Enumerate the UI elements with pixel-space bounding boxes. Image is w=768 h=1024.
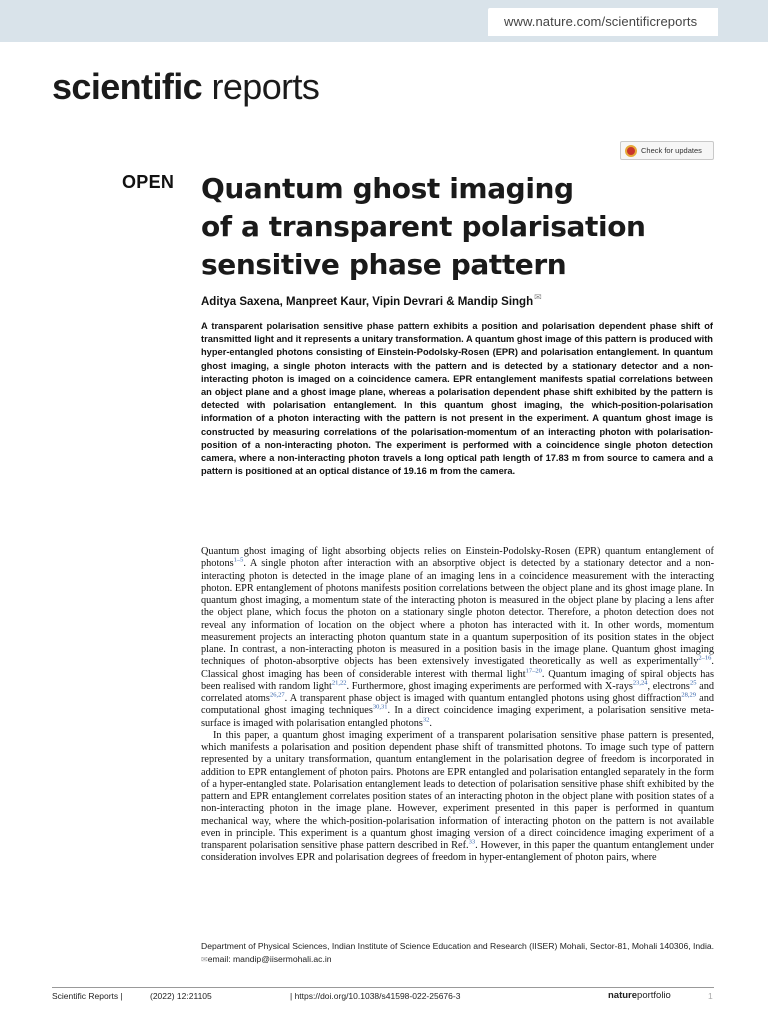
text-run: . Classical ghost imaging has been of considerable interest with thermal light [201,656,714,680]
text-run: , electrons [647,680,690,692]
article-title [201,170,671,284]
text-run: and correlated atoms [201,680,715,704]
journal-logo-light: reports [202,66,320,107]
affiliation-text: Department of Physical Sciences, Indian Institute of Science Education and Research (IISER) Mohali, Sector-81, Mohali 140306, India. [201,941,715,951]
text-run: . [429,717,432,729]
citation-ref[interactable]: 26,27 [269,691,285,699]
journal-logo[interactable] [52,66,319,108]
footer-journal: Scientific Reports | [52,991,123,1001]
citation-ref[interactable]: 25 [689,679,697,687]
crossmark-icon [625,145,637,157]
check-for-updates-label: Check for updates [641,146,702,155]
main-text [201,546,714,865]
citation-ref[interactable]: 17–20 [525,667,542,675]
citation-ref[interactable]: 23,24 [632,679,648,687]
check-for-updates-button[interactable] [620,141,714,160]
title-line: Quantum ghost imaging [201,172,574,205]
footer-citation: (2022) 12:21105 [150,991,212,1001]
email-link[interactable]: email: mandip@iisermohali.ac.in [207,954,332,964]
footer-doi-link[interactable]: | https://doi.org/10.1038/s41598-022-25676-3 [290,991,461,1001]
text-run: In this paper, a quantum ghost imaging experiment of a transparent polarisation sensitive phase pattern is presented, which manifests a polarisation and position dependent phase shift of transmitted photons. To image such type of pattern represented by a unitary transformation, quantum entanglement in the polarisation degree of freedom is incorporated in addition to EPR entanglement of photon pairs. Photons are EPR entangled and polarisation entangled separately in the form of a hyper-entangled state. Polarisation entanglement leads to detection of polarisation sensitive phase shift exhibited by the pattern and EPR entanglement correlates position states of an interacting photon in the object plane with position states of a non-interacting photon in the image plane. However, experiment presented in this paper is performed in quantum mechanical way, where the which-position-polarisation information of interacting photon on the pattern is not available even in principle. This experiment is a quantum ghost imaging version of a direct coincidence imaging experiment of a transparent polarisation sensitive phase pattern described in Ref. [201,729,714,851]
citation-ref[interactable]: 30,31 [372,703,388,711]
journal-logo-bold: scientific [52,66,203,107]
envelope-icon[interactable]: ✉ [534,292,542,302]
text-run: Quantum ghost imaging of light absorbing objects relies on Einstein-Podolsky-Rosen (EPR) quantum entanglement of photons [201,546,714,570]
citation-ref[interactable]: 21,22 [331,679,347,687]
citation-ref[interactable]: 2–16 [698,654,712,662]
publisher-logo-light: portfolio [637,990,671,1001]
text-run: . In a direct coincidence imaging experiment, a polarisation sensitive meta-surface is imaged with polarisation entangled photons [201,705,714,729]
authors-text[interactable]: Aditya Saxena, Manpreet Kaur, Vipin Devrari & Mandip Singh [201,295,534,308]
text-run: . Furthermore, ghost imaging experiments are performed with X-rays [346,680,633,692]
title-line: sensitive phase pattern [201,248,567,281]
open-access-badge: OPEN [122,172,175,192]
publisher-logo-bold: nature [608,990,638,1001]
text-run: . Quantum imaging of spiral objects has been realised with random light [201,668,714,692]
paragraph-1 [201,546,714,730]
citation-ref[interactable]: 1–5 [233,556,244,564]
affiliation-note [201,940,719,966]
site-url-link[interactable]: www.nature.com/scientificreports [504,14,698,29]
page-number: 1 [708,991,713,1001]
abstract: A transparent polarisation sensitive phase pattern exhibits a position and polarisation dependent phase shift of transmitted light and it represents a unitary transformation. A quantum ghost image of this pattern is produced with hyper-entangled photons consisting of Einstein-Podolsky-Rosen (EPR) and polarisation entanglement. In quantum ghost imaging, a single photon interacts with the pattern and is detected by a stationary detector and a non-interacting photon is imaged on a coincidence camera. EPR entanglement manifests spatial correlations between an object plane and a ghost image plane, whereas a polarisation dependent phase shift exhibited by the pattern is detected with polarisation entanglement. In this quantum ghost imaging, the which-position-polarisation information of a photon interacting with the pattern is not present in the experiment. A quantum ghost image is constructed by measuring correlations of the polarisation-momentum of an interacting photon with polarisation-position of a non-interacting photon. The experiment is performed with a coincidence single photon detection camera, where a non-interacting photon travels a long optical path length of 17.83 m from source to camera and a pattern is positioned at an optical distance of 19.16 m from the camera. [201,321,713,477]
text-run: . A transparent phase object is imaged with quantum entangled photons using ghost diffraction [284,693,682,704]
text-run: . A single photon after interaction with an absorptive object is detected by a stationary detector and a non-interacting photon is detected in the image plane of an imaging lens in a coincidence measurement with the interacting photon. EPR entanglement of photons manifests position correlations between the object plane and its ghost image plane. In quantum ghost imaging, a momentum state of the interacting photon is measured in the object plane by placing a lens after the object plane, which focus the photon on a stationary single photon detector. Therefore, a photon detection does not reveal any information of location on the object where a photon has interacted with it. In other words, momentum measurement projects an interacting photon quantum state in a quantum superposition of its position states in the object plane. In contrast, a non-interacting photon is measured in a position basis in the image plane. Quantum ghost imaging techniques of photon-absorptive objects has been extensively investigated theoretically as well as experimentally [201,558,714,668]
text-run: . However, in this paper the quantum entanglement under consideration involves EPR and polarisation degrees of freedom in hyper-entanglement of photon pairs, where [201,840,714,864]
citation-ref[interactable]: 33 [468,838,476,846]
text-run: and computational ghost imaging techniques [201,693,715,717]
citation-ref[interactable]: 32 [422,716,430,724]
envelope-icon: ✉ [201,955,208,964]
author-list [201,292,542,308]
citation-ref[interactable]: 28,29 [681,691,696,699]
title-line: of a transparent polarisation [201,210,646,243]
paragraph-2 [201,730,714,865]
page-footer [52,991,714,1005]
footer-divider [52,987,714,988]
publisher-logo [608,990,671,1001]
